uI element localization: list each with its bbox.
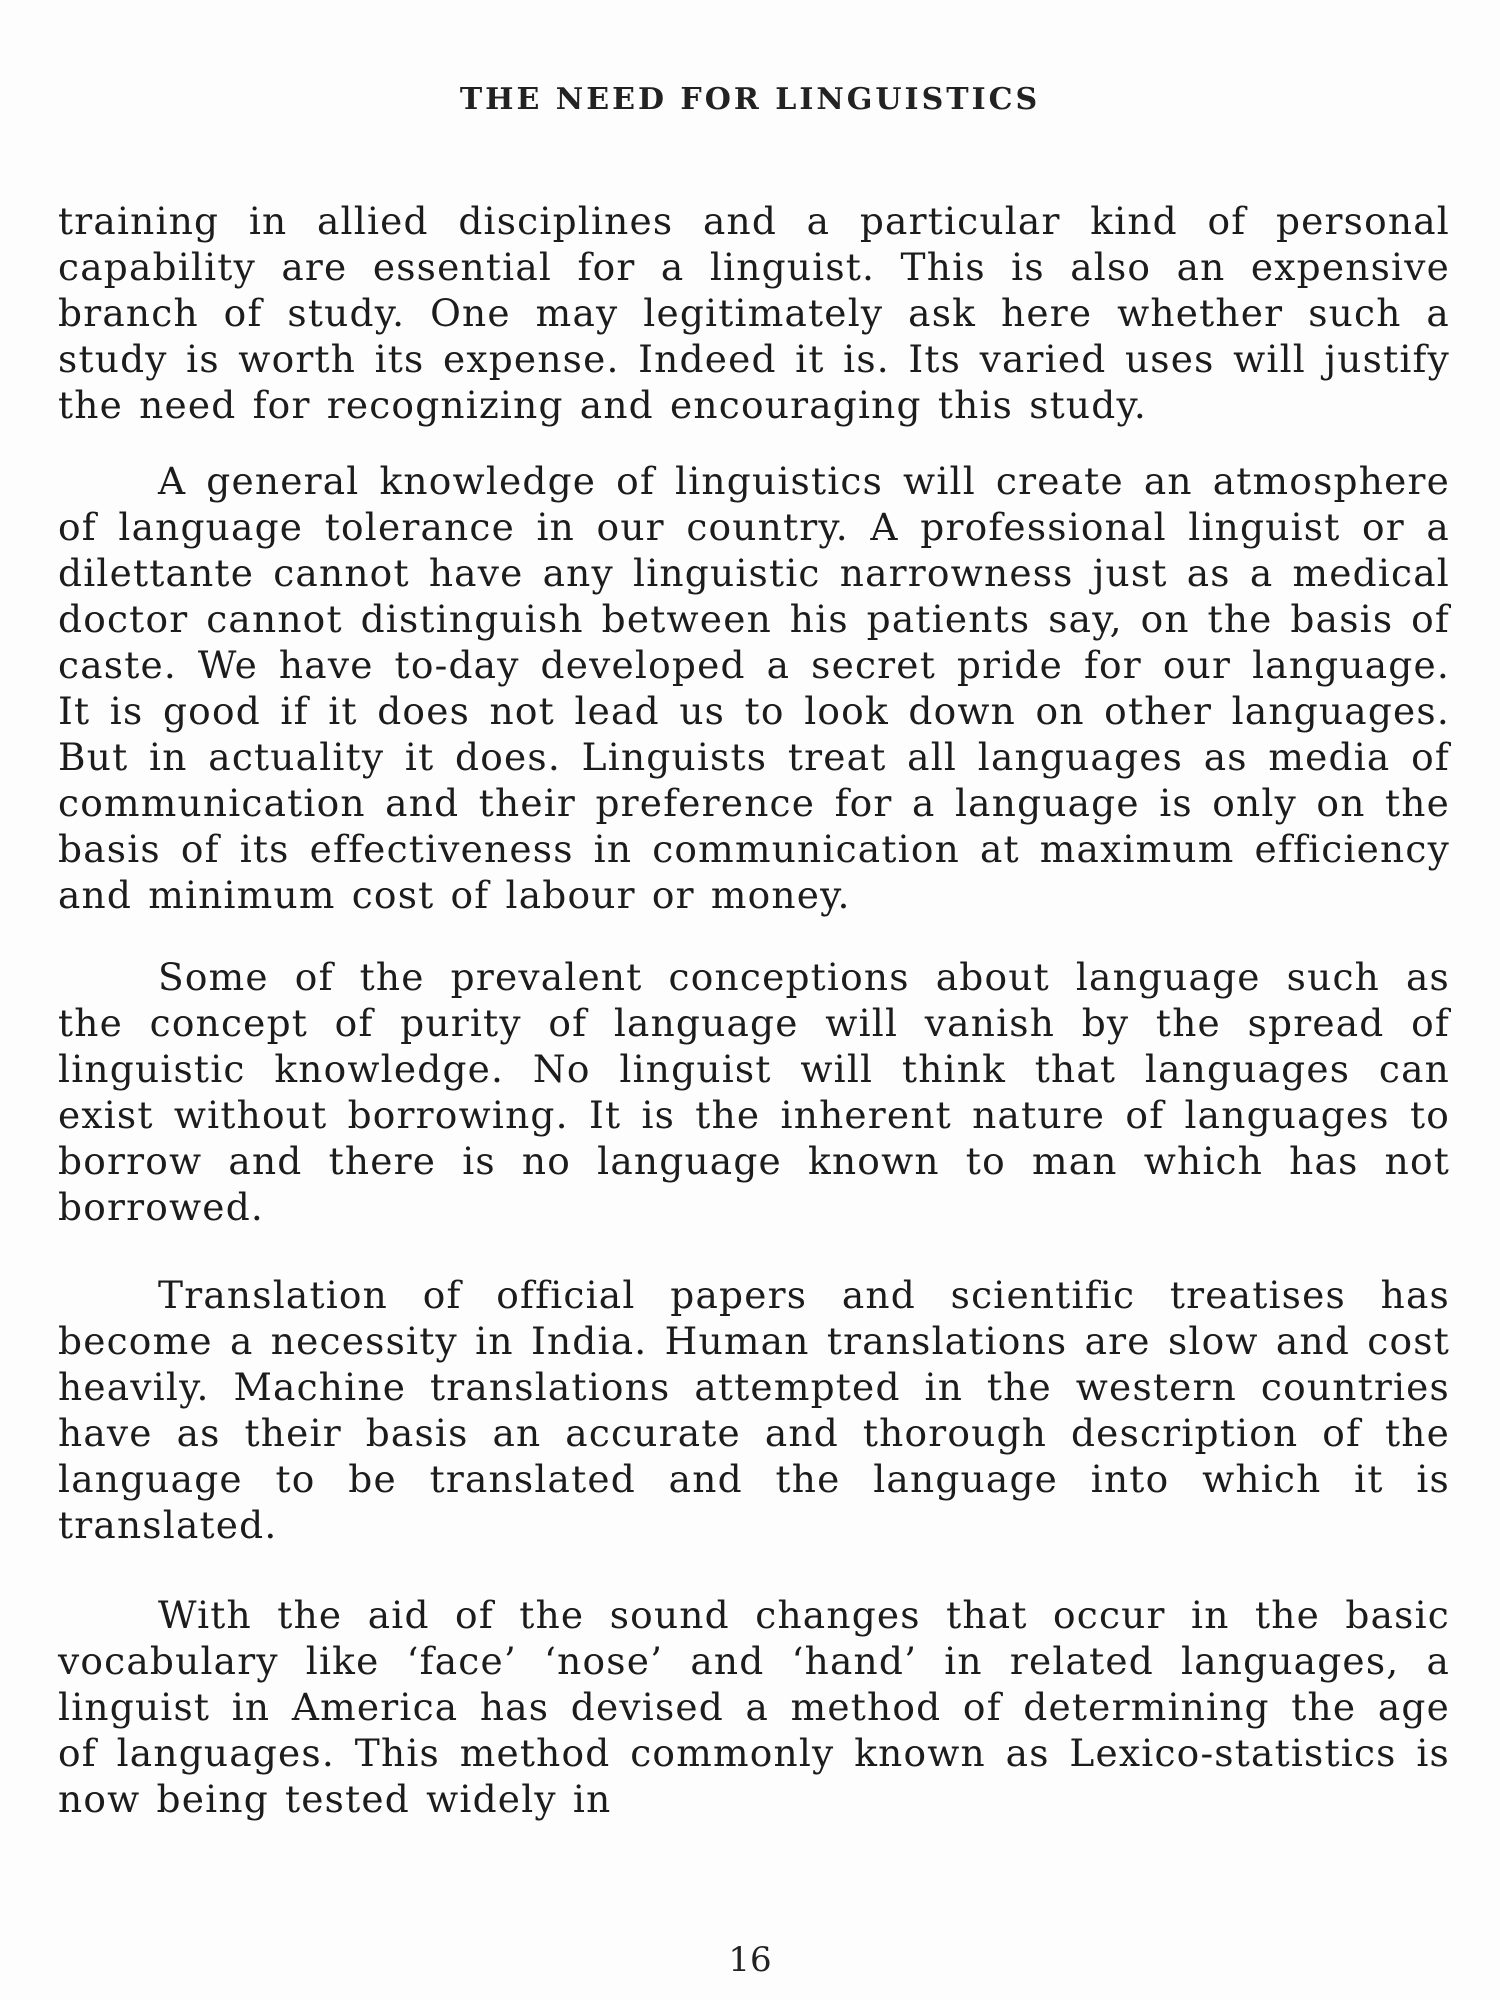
paragraph-1: training in allied disciplines and a particular kind of personal capability are essential for a linguist. This is also an expensive branch of study. One may legitimately ask here whether such a study is worth its expense. Indeed it is. Its varied uses will justify the need for recognizing and encouraging this study. xyxy=(58,199,1450,427)
paragraph-2: A general knowledge of linguistics will create an atmosphere of language tolerance in our country. A professional linguist or a dilettante cannot have any linguistic narrowness just as a medical doctor cannot distinguish between his patients say, on the basis of caste. We have to-day developed a secret pride for our language. It is good if it does not lead us to look down on other languages. But in actuality it does. Linguists treat all languages as media of communication and their preference for a language is only on the basis of its effectiveness in communication at maximum efficiency and minimum cost of labour or money. xyxy=(58,459,1450,917)
paragraph-4: Translation of official papers and scientific treatises has become a necessity in India. Human translations are slow and cost heavily. Machine translations attempted in the western countries have as their basis an accurate and thorough description of the language to be translated and the language into which it is translated. xyxy=(58,1273,1450,1547)
running-head: THE NEED FOR LINGUISTICS xyxy=(459,82,1041,117)
paragraph-5: With the aid of the sound changes that occur in the basic vocabulary like ‘face’ ‘nose’ and ‘hand’ in related languages, a linguist in America has devised a method of determining the age of languages. This method commonly known as Lexico-statistics is now being tested widely in xyxy=(58,1593,1450,1821)
page-number: 16 xyxy=(728,1940,772,1980)
body-text xyxy=(58,198,1450,1852)
paragraph-3: Some of the prevalent conceptions about language such as the concept of purity of language will vanish by the spread of linguistic knowledge. No linguist will think that languages can exist without borrowing. It is the inherent nature of languages to borrow and there is no language known to man which has not borrowed. xyxy=(58,955,1450,1229)
